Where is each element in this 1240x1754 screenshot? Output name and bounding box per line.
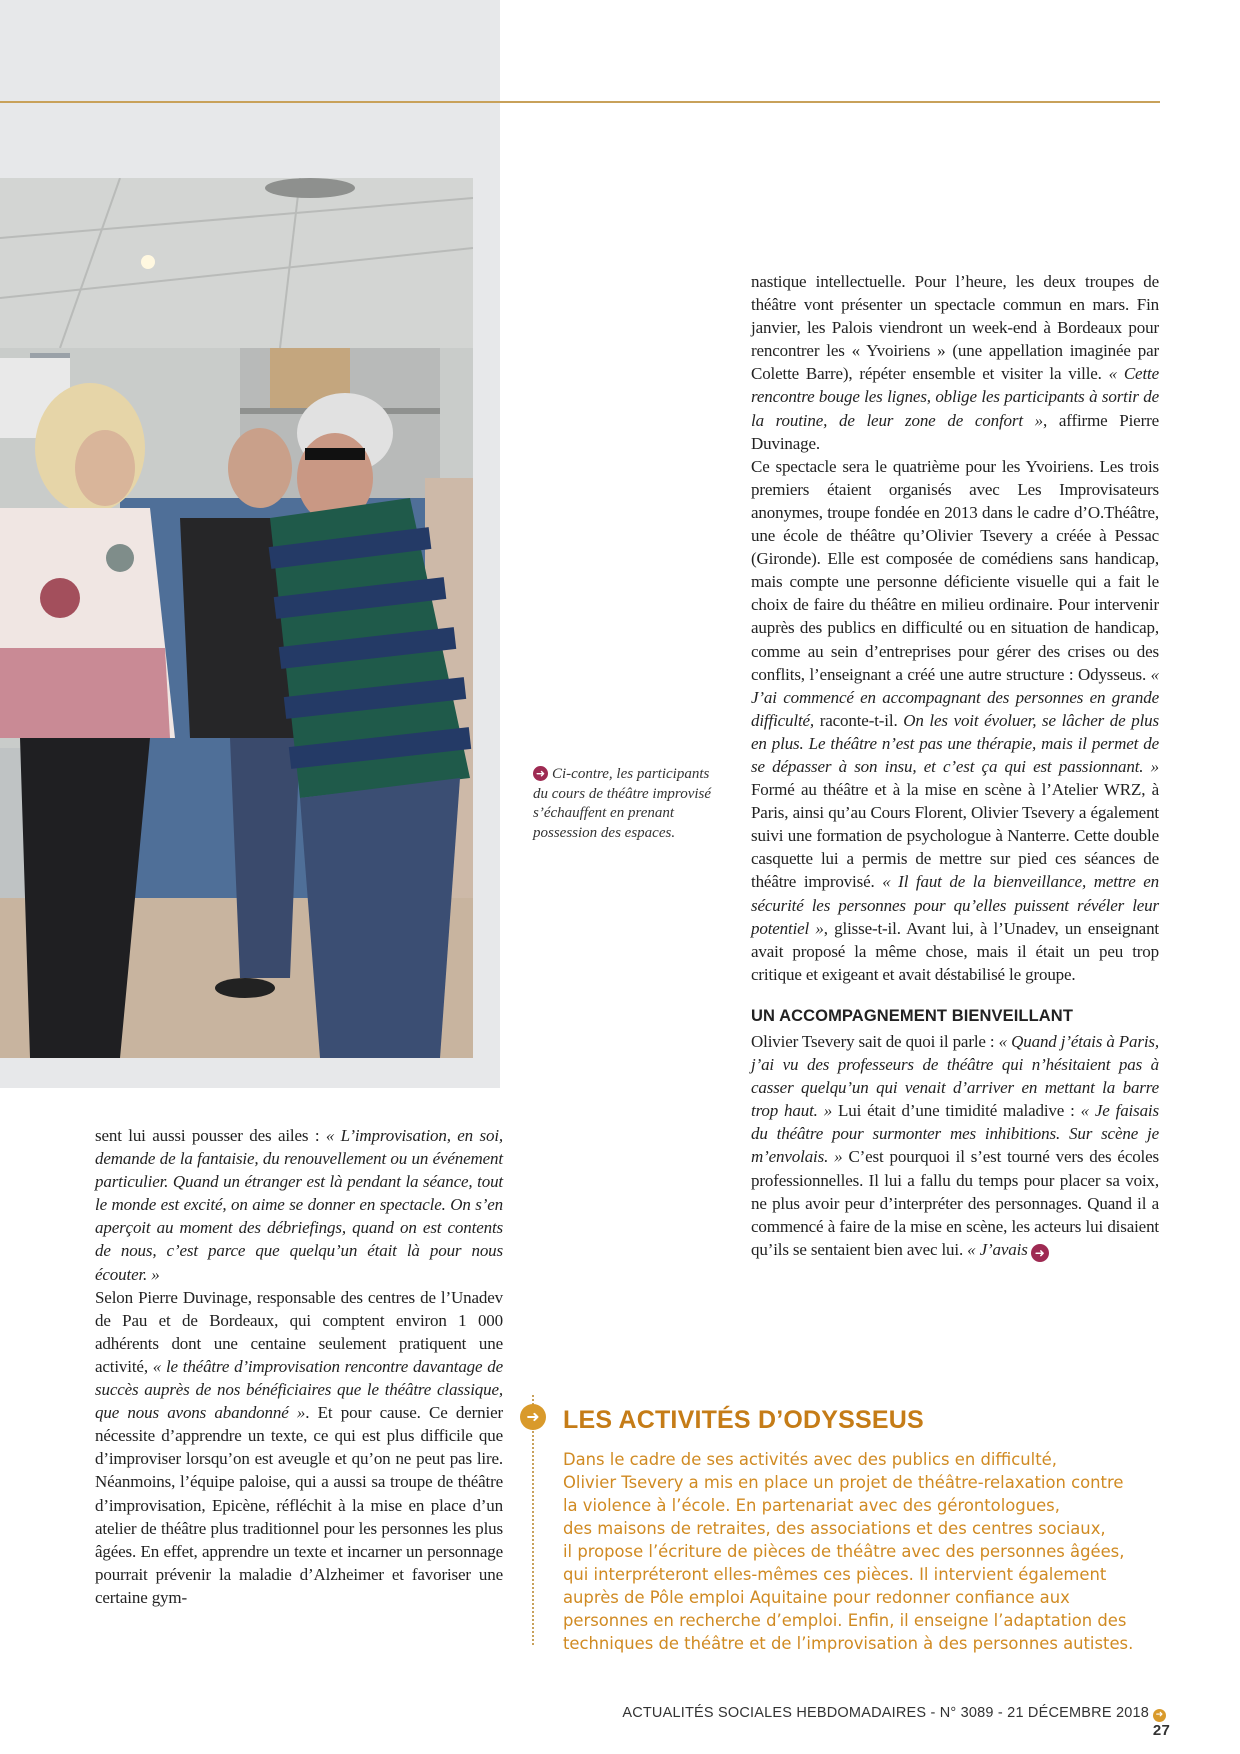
paragraph: nastique intellectuelle. Pour l’heure, les deux troupes de théâtre vont présenter un spectacle commun en mars. Fin janvier, les Palois viendront un week-end à Bordeaux pour rencontrer les « Yvoiriens » (une appellation imaginée par Colette Barre), répéter ensemble et visiter la ville. « Cette rencontre bouge les lignes, oblige les participants à sortir de la routine, de leur zone de confort », affirme Pierre Duvinage. [751, 272, 1159, 453]
box-text-line: auprès de Pôle emploi Aquitaine pour redonner confiance aux [563, 1588, 1070, 1607]
paragraph: Ce spectacle sera le quatrième pour les Yvoiriens. Les trois premiers étaient organisés avec Les Improvisateurs anonymes, troupe fondée en 2013 dans le cadre d’O.Théâtre, une école de théâtre qu’Olivier Tsevery a créée à Pessac (Gironde). Elle est composée de comédiens sans handicap, mais compte une personne déficiente visuelle qui a fait le choix de faire du théâtre en milieu ordinaire. Pour intervenir auprès des publics en difficulté ou en situation de handicap, comme au sein d’entreprises pour gérer des crises ou des conflits, l’enseignant a créé une autre structure : Odysseus. « J’ai commencé en accompagnant des personnes en grande difficulté, raconte-t-il. On les voit évoluer, se lâcher de plus en plus. Le théâtre n’est pas une thérapie, mais il permet de se dépasser à son insu, et c’est ça qui est passionnant. » Formé au théâtre et à la mise en scène à l’Atelier WRZ, à Paris, ainsi qu’au Cours Florent, Olivier Tsevery a également suivi une formation de psychologue à Nanterre. Cette double casquette lui a permis de mettre sur pied ces séances de théâtre improvisé. « Il faut de la bienveillance, mettre en sécurité les personnes pour qu’elles puissent révéler leur potentiel », glisse-t-il. Avant lui, à l’Unadev, un enseignant avait proposé la même chose, mais il était un peu trop critique et exigeant et avait déstabilisé le groupe. [751, 456, 1159, 984]
sidebar-box-rule [532, 1395, 536, 1645]
photo-caption: ➜ Ci-contre, les participants du cours de théâtre improvisé s’échauffent en prenant possession des espaces. [533, 766, 712, 841]
continue-arrow-icon: ➜ [1031, 1244, 1049, 1262]
box-text-line: Olivier Tsevery a mis en place un projet de théâtre-relaxation contre [563, 1473, 1124, 1492]
section-subheading: UN ACCOMPAGNEMENT BIENVEILLANT [751, 1006, 1073, 1025]
photo-theatre-participants [0, 178, 473, 1058]
page-number: 27 [1152, 1722, 1170, 1739]
box-text-line: Dans le cadre de ses activités avec des publics en difficulté, [563, 1450, 1057, 1469]
article-column-right [751, 270, 1159, 1262]
article-column-left [95, 1124, 503, 1609]
box-text-line: la violence à l’école. En partenariat avec des gérontologues, [563, 1496, 1060, 1515]
arrow-right-icon: ➜ [520, 1404, 546, 1430]
arrow-right-icon: ➜ [1153, 1709, 1166, 1722]
box-text-line: personnes en recherche d’emploi. Enfin, il enseigne l’adaptation des [563, 1611, 1127, 1630]
box-text-line: qui interpréteront elles-mêmes ces pièces. Il intervient également [563, 1565, 1107, 1584]
sidebar-box-title: LES ACTIVITÉS D’ODYSSEUS [563, 1406, 924, 1434]
box-text-line: des maisons de retraites, des associations et des centres sociaux, [563, 1519, 1106, 1538]
header-rule [0, 101, 1160, 103]
arrow-right-icon: ➜ [533, 766, 548, 781]
paragraph: sent lui aussi pousser des ailes : « L’improvisation, en soi, demande de la fantaisie, du renouvellement ou un événement particulier. Quand un étranger est là pendant la séance, tout le monde est excité, on aime se donner en spectacle. On s’en aperçoit au moment des débriefings, quand on est contents de nous, c’est parce que quelqu’un était là pour nous écouter. » [95, 1126, 503, 1284]
paragraph: Olivier Tsevery sait de quoi il parle : « Quand j’étais à Paris, j’ai vu des professeurs de théâtre qui n’hésitaient pas à casser quelqu’un qui venait d’arriver en mettant la barre trop haut. » Lui était d’une timidité maladive : « Je faisais du théâtre pour surmonter mes inhibitions. Sur scène je m’envolais. » C’est pourquoi il s’est tourné vers des écoles professionnelles. Il lui a fallu du temps pour placer sa voix, ne plus avoir peur d’interpréter des personnages. Quand il a commencé à faire de la mise en scène, les acteurs lui disaient qu’ils se sentaient bien avec lui. « J’avais ➜ [751, 1032, 1159, 1260]
box-text-line: il propose l’écriture de pièces de théâtre avec des personnes âgées, [563, 1542, 1125, 1561]
paragraph: Selon Pierre Duvinage, responsable des centres de l’Unadev de Pau et de Bordeaux, qui comptent environ 1 000 adhérents dont une centaine seulement pratiquent une activité, « le théâtre d’improvisation rencontre davantage de succès auprès de nos bénéficiaires que le théâtre classique, que nous avons abandonné ». Et pour cause. Ce dernier nécessite d’apprendre un texte, ce qui est plus difficile que d’improviser lorsqu’on est aveugle et qu’on ne peut pas lire. Néanmoins, l’équipe paloise, qui a aussi sa troupe de théâtre d’improvisation, Epicène, réfléchit à la mise en place d’un atelier de théâtre plus traditionnel pour les personnes les plus âgées. En effet, apprendre un texte et incarner un personnage pourrait prévenir la maladie d’Alzheimer et favoriser une certaine gym- [95, 1287, 503, 1607]
sidebar-box-text [563, 1448, 1163, 1655]
page-footer: ACTUALITÉS SOCIALES HEBDOMADAIRES - N° 3089 - 21 DÉCEMBRE 2018 ➜27 [622, 1705, 1170, 1739]
box-text-line: techniques de théâtre et de l’improvisation à des personnes autistes. [563, 1634, 1134, 1653]
